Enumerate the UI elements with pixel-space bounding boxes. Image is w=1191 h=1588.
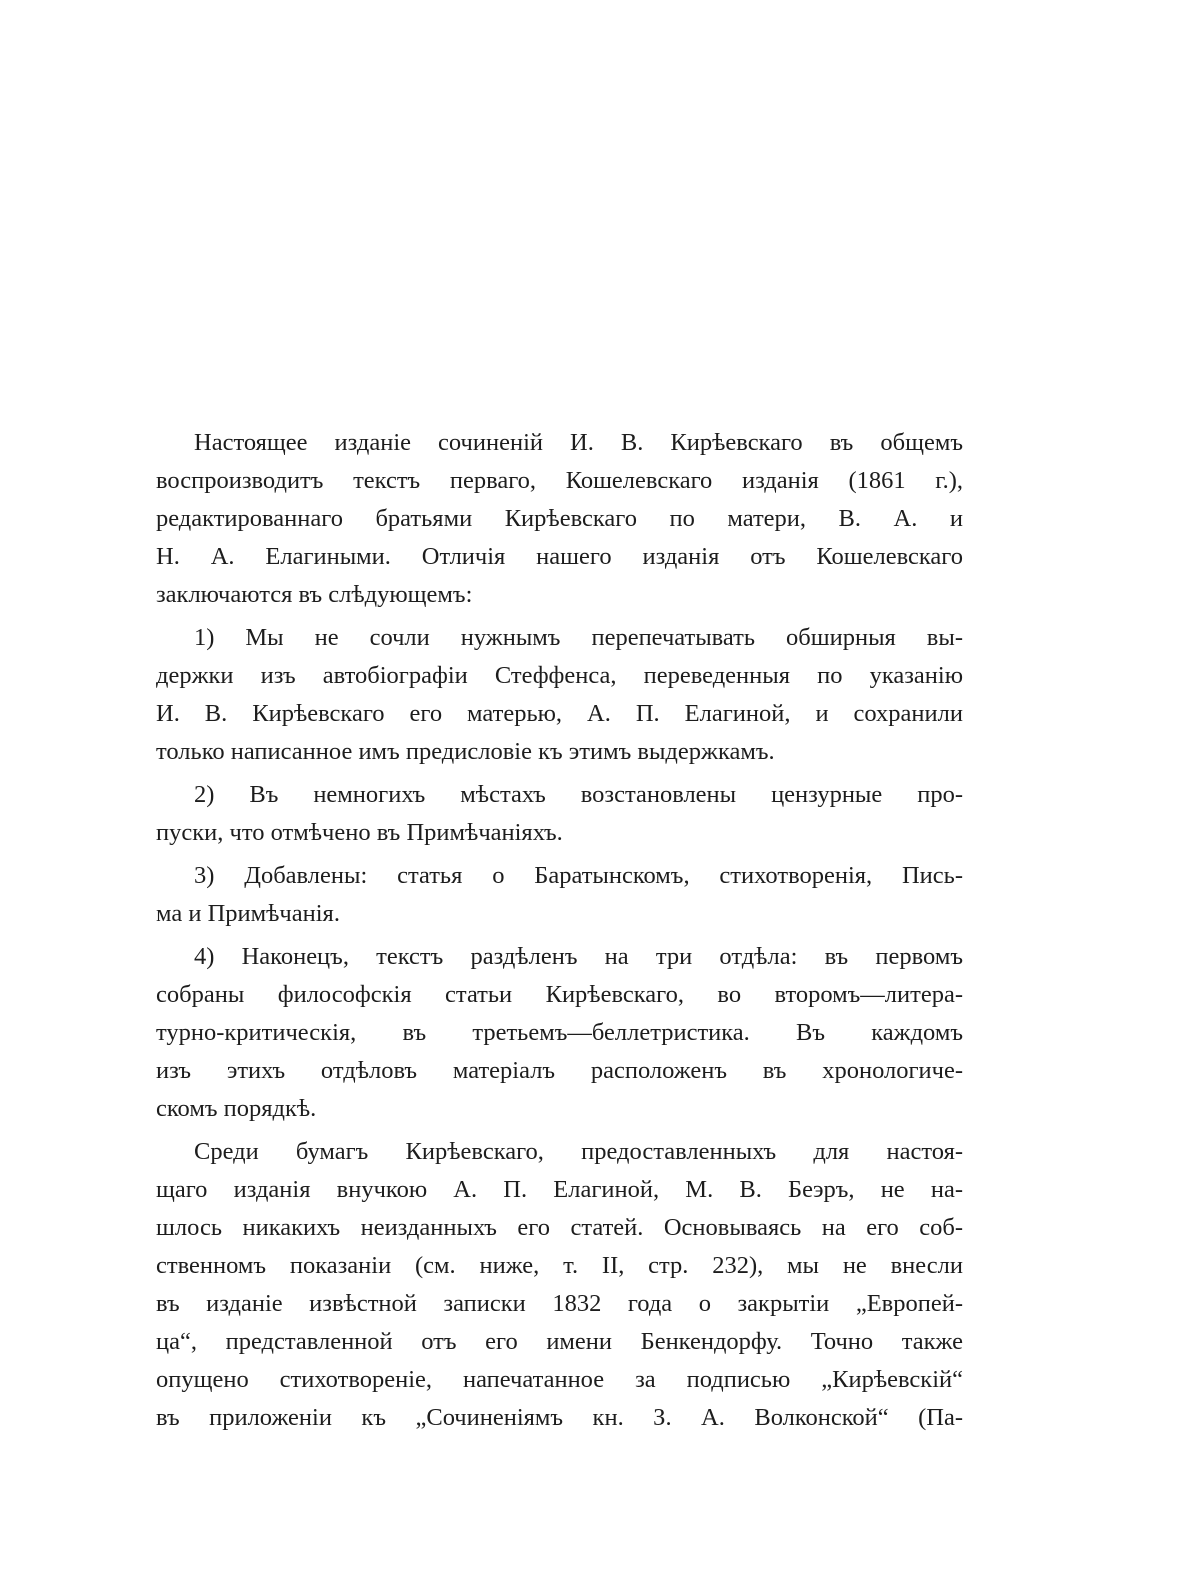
- text-line: Н. А. Елагиными. Отличія нашего изданія отъ Кошелевскаго: [156, 543, 963, 570]
- text-line: собраны философскія статьи Кирѣевскаго, во второмъ—литера-: [156, 981, 963, 1008]
- paragraph-item-4: [156, 938, 963, 1128]
- text-line: ственномъ показаніи (см. ниже, т. II, стр. 232), мы не внесли: [156, 1252, 963, 1279]
- text-line: только написанное имъ предисловіе къ этимъ выдержкамъ.: [156, 738, 775, 765]
- text-line: ма и Примѣчанія.: [156, 900, 340, 927]
- text-line: редактированнаго братьями Кирѣевскаго по матери, В. А. и: [156, 505, 963, 532]
- text-line: въ приложеніи къ „Сочиненіямъ кн. З. А. Волконской“ (Па-: [156, 1404, 963, 1431]
- paragraph-item-1: [156, 619, 963, 771]
- preface-text: [156, 424, 963, 1437]
- text-line: 2) Въ немногихъ мѣстахъ возстановлены цензурные про-: [194, 781, 963, 808]
- text-line: опущено стихотвореніе, напечатанное за подписью „Кирѣевскій“: [156, 1366, 963, 1393]
- text-line: въ изданіе извѣстной записки 1832 года о закрытіи „Европей-: [156, 1290, 963, 1317]
- text-line: заключаются въ слѣдующемъ:: [156, 581, 473, 608]
- text-line: щаго изданія внучкою А. П. Елагиной, М. В. Беэръ, не на-: [156, 1176, 963, 1203]
- text-line: воспроизводитъ текстъ перваго, Кошелевскаго изданія (1861 г.),: [156, 467, 963, 494]
- paragraph-item-2: [156, 776, 963, 852]
- text-line: скомъ порядкѣ.: [156, 1095, 317, 1122]
- text-line: шлось никакихъ неизданныхъ его статей. Основываясь на его соб-: [156, 1214, 963, 1241]
- text-line: 1) Мы не сочли нужнымъ перепечатывать обширныя вы-: [194, 624, 963, 651]
- text-line: турно-критическія, въ третьемъ—беллетристика. Въ каждомъ: [156, 1019, 963, 1046]
- text-line: ца“, представленной отъ его имени Бенкендорфу. Точно также: [156, 1328, 963, 1355]
- text-line: 4) Наконецъ, текстъ раздѣленъ на три отдѣла: въ первомъ: [194, 943, 963, 970]
- text-line: Настоящее изданіе сочиненій И. В. Кирѣевскаго въ общемъ: [194, 429, 963, 456]
- text-line: пуски, что отмѣчено въ Примѣчаніяхъ.: [156, 819, 563, 846]
- text-line: изъ этихъ отдѣловъ матеріалъ расположенъ въ хронологиче-: [156, 1057, 963, 1084]
- text-line: Среди бумагъ Кирѣевскаго, предоставленныхъ для настоя-: [194, 1138, 963, 1165]
- paragraph-papers: [156, 1133, 963, 1437]
- paragraph-item-3: [156, 857, 963, 933]
- text-line: И. В. Кирѣевскаго его матерью, А. П. Елагиной, и сохранили: [156, 700, 963, 727]
- text-line: держки изъ автобіографіи Стеффенса, переведенныя по указанію: [156, 662, 963, 689]
- paragraph-intro: [156, 424, 963, 614]
- text-line: 3) Добавлены: статья о Баратынскомъ, стихотворенія, Пись-: [194, 862, 963, 889]
